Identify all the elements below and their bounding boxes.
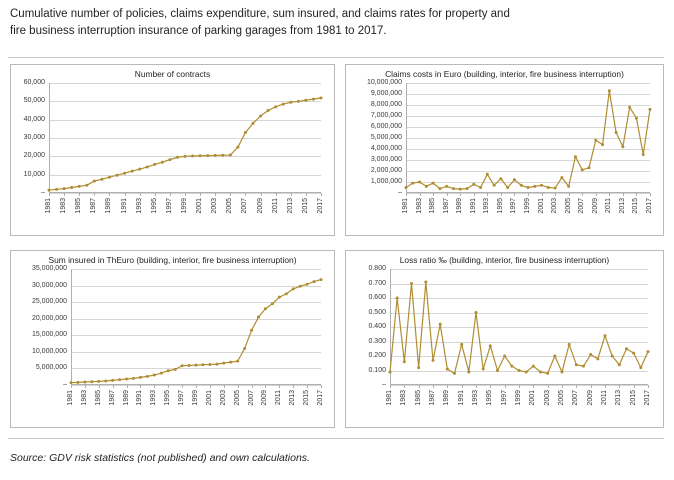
x-axis-tickmark: [238, 385, 239, 388]
y-axis-tick-label: 60,000: [23, 79, 45, 86]
x-axis-tick-label: 2003: [551, 198, 559, 214]
x-axis-tickmark: [582, 193, 583, 196]
x-axis-tick-label: 2013: [286, 198, 294, 214]
x-axis-tick-label: 2015: [632, 198, 640, 214]
x-axis-tick-label: 2009: [261, 390, 269, 406]
x-axis-tickmark: [168, 385, 169, 388]
x-axis-tick-label: 1985: [75, 198, 83, 214]
x-axis-tick-label: 2003: [211, 198, 219, 214]
x-axis-tickmark: [79, 193, 80, 196]
plot-area-0: [23, 79, 324, 214]
x-axis-tick-label: 1997: [165, 198, 173, 214]
chart-title-2: Sum insured in ThEuro (building, interior, fire business interruption): [48, 255, 297, 265]
x-axis-tick-label: 2007: [241, 198, 249, 214]
y-axis-tick-label: 20,000: [23, 152, 45, 159]
x-axis-tick-label: 1987: [90, 198, 98, 214]
x-axis-tickmark: [85, 385, 86, 388]
x-axis-tick-label: 1993: [150, 390, 158, 406]
y-axis-tick-label: 0.700: [368, 280, 386, 287]
chart-title-3: Loss ratio ‰ (building, interior, fire business interruption): [399, 255, 610, 265]
x-axis-tick-label: 2015: [629, 390, 637, 406]
y-axis-tick-label: 7,000,000: [370, 112, 402, 119]
x-axis-tickmark: [291, 193, 292, 196]
data-series-2: [71, 269, 321, 385]
x-axis-tickmark: [591, 385, 592, 388]
y-axis-tick-label: 4,000,000: [370, 145, 402, 152]
x-axis-tick-label: 2001: [205, 390, 213, 406]
x-axis-tick-label: 1995: [486, 390, 494, 406]
x-axis-tickmark: [293, 385, 294, 388]
x-axis-tick-label: 1983: [60, 198, 68, 214]
x-axis-tickmark: [71, 385, 72, 388]
y-axis-tick-label: 40,000: [23, 116, 45, 123]
x-axis-tickmark: [555, 193, 556, 196]
x-axis-tick-label: 1981: [402, 198, 409, 214]
x-axis-tick-label: 1987: [429, 390, 436, 406]
x-axis-tickmark: [605, 385, 606, 388]
x-axis-tick-label: 2011: [275, 390, 283, 406]
x-axis-tick-label: 1993: [135, 198, 143, 214]
caption-line-2: fire business interruption insurance of parking garages from 1981 to 2017.: [10, 25, 387, 37]
x-axis-tick-label: 1997: [178, 390, 186, 406]
data-series-0: [49, 83, 321, 193]
x-axis-tick-label: 1983: [415, 198, 423, 214]
y-axis-tick-label: 35,000,000: [31, 265, 67, 272]
plot-area-3: [368, 265, 651, 406]
x-axis-tick-label: 1987: [442, 198, 450, 214]
y-axis-tick-label: 0.400: [368, 323, 386, 330]
x-axis-tick-label: 2009: [256, 198, 264, 214]
x-axis-tickmark: [306, 193, 307, 196]
x-axis-tickmark: [245, 193, 246, 196]
x-axis-tickmark: [99, 385, 100, 388]
y-axis-tick-label: 10,000,000: [31, 348, 67, 355]
x-axis-tick-label: 1981: [386, 390, 393, 406]
y-axis-tick-label: 9,000,000: [370, 90, 402, 97]
x-axis-tick-label: 2011: [601, 390, 608, 406]
x-axis-tickmark: [460, 193, 461, 196]
x-axis-tickmark: [182, 385, 183, 388]
y-axis-tick-label: 15,000,000: [31, 331, 67, 338]
x-axis-tick-label: 2017: [317, 198, 324, 214]
x-axis-tickmark: [252, 385, 253, 388]
x-axis-tickmark: [94, 193, 95, 196]
x-axis-tickmark: [487, 193, 488, 196]
y-axis-tick-label: 30,000,000: [31, 282, 67, 289]
x-axis-tickmark: [170, 193, 171, 196]
x-axis-tickmark: [490, 385, 491, 388]
y-axis-tick-label: 5,000,000: [35, 364, 67, 371]
x-axis-tick-label: 1991: [120, 198, 128, 214]
x-axis-tick-label: 1983: [80, 390, 88, 406]
x-axis-tickmark: [49, 193, 50, 196]
x-axis-tick-label: 1997: [500, 390, 508, 406]
x-axis-tickmark: [433, 385, 434, 388]
x-axis-tickmark: [548, 385, 549, 388]
x-axis-tickmark: [140, 385, 141, 388]
x-axis-tickmark: [505, 385, 506, 388]
x-axis-tickmark: [634, 385, 635, 388]
x-axis-tick-label: 2003: [219, 390, 227, 406]
y-axis-tick-label: 0.100: [368, 367, 386, 374]
chart-title-0: Number of contracts: [134, 69, 211, 79]
x-axis-tickmark: [542, 193, 543, 196]
x-axis-tick-label: 1981: [45, 198, 52, 214]
x-axis-tick-label: 2017: [646, 198, 653, 214]
x-axis-tick-label: 1987: [108, 390, 116, 406]
x-axis-tickmark: [230, 193, 231, 196]
y-axis-tick-label: 1,000,000: [370, 178, 402, 185]
y-axis-tick-label: 0.300: [368, 338, 386, 345]
x-axis-tickmark: [196, 385, 197, 388]
x-axis-tickmark: [276, 193, 277, 196]
y-axis-tick-label: –: [63, 381, 67, 388]
y-axis-tick-label: 2,000,000: [370, 167, 402, 174]
x-axis-tickmark: [215, 193, 216, 196]
x-axis-tickmark: [265, 385, 266, 388]
x-axis-tickmark: [406, 193, 407, 196]
x-axis-tick-label: 1995: [164, 390, 172, 406]
chart-title-1: Claims costs in Euro (building, interior, fire business interruption): [385, 69, 624, 79]
x-axis-tickmark: [125, 193, 126, 196]
data-series-3: [390, 269, 648, 385]
x-axis-tick-label: 2005: [558, 390, 565, 406]
x-axis-tickmark: [533, 385, 534, 388]
x-axis-tick-label: 1989: [122, 390, 130, 406]
x-axis-tickmark: [127, 385, 128, 388]
x-axis-tickmark: [261, 193, 262, 196]
x-axis-tick-label: 1989: [443, 390, 451, 406]
x-axis-tickmark: [210, 385, 211, 388]
x-axis-tickmark: [113, 385, 114, 388]
x-axis-tick-label: 1999: [515, 390, 522, 406]
x-axis-tick-label: 1989: [456, 198, 464, 214]
x-axis-tickmark: [447, 193, 448, 196]
x-axis-tick-label: 1993: [472, 390, 479, 406]
x-axis-tickmark: [576, 385, 577, 388]
x-axis-tick-label: 1991: [136, 390, 144, 406]
x-axis-tick-label: 1999: [524, 198, 531, 214]
x-axis-tick-label: 2001: [537, 198, 545, 214]
x-axis-tickmark: [109, 193, 110, 196]
x-axis-tickmark: [596, 193, 597, 196]
x-axis-tick-label: 1981: [67, 390, 74, 406]
y-axis-tick-label: 0.800: [368, 265, 386, 272]
y-axis-tick-label: –: [382, 381, 386, 388]
chart-panel-number-of-contracts: [10, 64, 335, 236]
x-axis-tickmark: [623, 193, 624, 196]
y-axis-tick-label: 0.200: [368, 352, 386, 359]
x-axis-tick-label: 1983: [400, 390, 408, 406]
y-axis-tick-label: 20,000,000: [31, 315, 67, 322]
x-axis-tickmark: [64, 193, 65, 196]
x-axis-tickmark: [155, 193, 156, 196]
plot-area-1: [366, 79, 653, 214]
chart-panel-sum-insured: [10, 250, 335, 428]
x-axis-tick-label: 2005: [226, 198, 234, 214]
x-axis-tickmark: [224, 385, 225, 388]
y-axis-tick-label: 3,000,000: [370, 156, 402, 163]
x-axis-tickmark: [447, 385, 448, 388]
x-axis-tick-label: 2007: [247, 390, 255, 406]
x-axis-tick-label: 2007: [572, 390, 580, 406]
x-axis-tick-label: 1995: [496, 198, 504, 214]
plot-area-2: [31, 265, 324, 406]
source-note: Source: GDV risk statistics (not published) and own calculations.: [10, 452, 310, 464]
x-axis-tick-label: 2005: [233, 390, 241, 406]
x-axis-tick-label: 1985: [414, 390, 422, 406]
x-axis-tickmark: [185, 193, 186, 196]
x-axis-tickmark: [501, 193, 502, 196]
x-axis-tick-label: 2013: [618, 198, 626, 214]
x-axis-tick-label: 2009: [591, 198, 599, 214]
x-axis-tickmark: [420, 193, 421, 196]
caption-line-1: Cumulative number of policies, claims expenditure, sum insured, and claims rates for property and: [10, 8, 510, 20]
x-axis-tick-label: 1997: [510, 198, 518, 214]
y-axis-tick-label: 25,000,000: [31, 298, 67, 305]
data-series-1: [406, 83, 650, 193]
x-axis-tickmark: [619, 385, 620, 388]
x-axis-tick-label: 2011: [271, 198, 279, 214]
y-axis-tick-label: –: [398, 189, 402, 196]
y-axis-tick-label: –: [41, 189, 45, 196]
x-axis-tickmark: [474, 193, 475, 196]
x-axis-tick-label: 2005: [564, 198, 572, 214]
x-axis-tickmark: [404, 385, 405, 388]
x-axis-tick-label: 2015: [301, 198, 309, 214]
x-axis-tick-label: 1989: [105, 198, 113, 214]
x-axis-tick-label: 1999: [181, 198, 188, 214]
x-axis-tickmark: [528, 193, 529, 196]
x-axis-tickmark: [519, 385, 520, 388]
x-axis-tickmark: [636, 193, 637, 196]
x-axis-tick-label: 1991: [457, 390, 465, 406]
x-axis-tickmark: [569, 193, 570, 196]
x-axis-tick-label: 1991: [469, 198, 477, 214]
x-axis-tick-label: 2017: [317, 390, 324, 406]
y-axis-tick-label: 8,000,000: [370, 101, 402, 108]
x-axis-tickmark: [419, 385, 420, 388]
x-axis-tickmark: [140, 193, 141, 196]
x-axis-tick-label: 1985: [429, 198, 437, 214]
x-axis-tickmark: [609, 193, 610, 196]
x-axis-tick-label: 2009: [586, 390, 594, 406]
x-axis-tick-label: 2013: [289, 390, 297, 406]
y-axis-tick-label: 10,000,000: [366, 79, 402, 86]
x-axis-tickmark: [307, 385, 308, 388]
y-axis-tick-label: 0.600: [368, 294, 386, 301]
x-axis-tickmark: [321, 385, 322, 388]
x-axis-tick-label: 2013: [615, 390, 623, 406]
x-axis-tickmark: [321, 193, 322, 196]
x-axis-tickmark: [200, 193, 201, 196]
x-axis-tick-label: 2011: [605, 198, 613, 214]
x-axis-tick-label: 2015: [303, 390, 311, 406]
divider-bottom: [8, 438, 664, 439]
x-axis-tick-label: 1985: [94, 390, 102, 406]
x-axis-tickmark: [650, 193, 651, 196]
x-axis-tickmark: [154, 385, 155, 388]
x-axis-tick-label: 2003: [543, 390, 551, 406]
x-axis-tickmark: [648, 385, 649, 388]
x-axis-tick-label: 2001: [529, 390, 537, 406]
x-axis-tickmark: [562, 385, 563, 388]
x-axis-tickmark: [279, 385, 280, 388]
x-axis-tick-label: 2007: [578, 198, 586, 214]
x-axis-tick-label: 1995: [150, 198, 158, 214]
divider-top: [8, 57, 664, 58]
y-axis-tick-label: 50,000: [23, 97, 45, 104]
y-axis-tick-label: 5,000,000: [370, 134, 402, 141]
x-axis-tickmark: [462, 385, 463, 388]
x-axis-tick-label: 1999: [192, 390, 199, 406]
y-axis-tick-label: 10,000: [23, 171, 45, 178]
y-axis-tick-label: 0.500: [368, 309, 386, 316]
x-axis-tick-label: 2017: [644, 390, 651, 406]
chart-panel-loss-ratio: [345, 250, 664, 428]
x-axis-tickmark: [390, 385, 391, 388]
x-axis-tickmark: [514, 193, 515, 196]
chart-panel-claims-costs: [345, 64, 664, 236]
x-axis-tick-label: 2001: [196, 198, 204, 214]
x-axis-tickmark: [476, 385, 477, 388]
figure-caption: [10, 6, 660, 40]
x-axis-tickmark: [433, 193, 434, 196]
y-axis-tick-label: 6,000,000: [370, 123, 402, 130]
x-axis-tick-label: 1993: [483, 198, 491, 214]
y-axis-tick-label: 30,000: [23, 134, 45, 141]
